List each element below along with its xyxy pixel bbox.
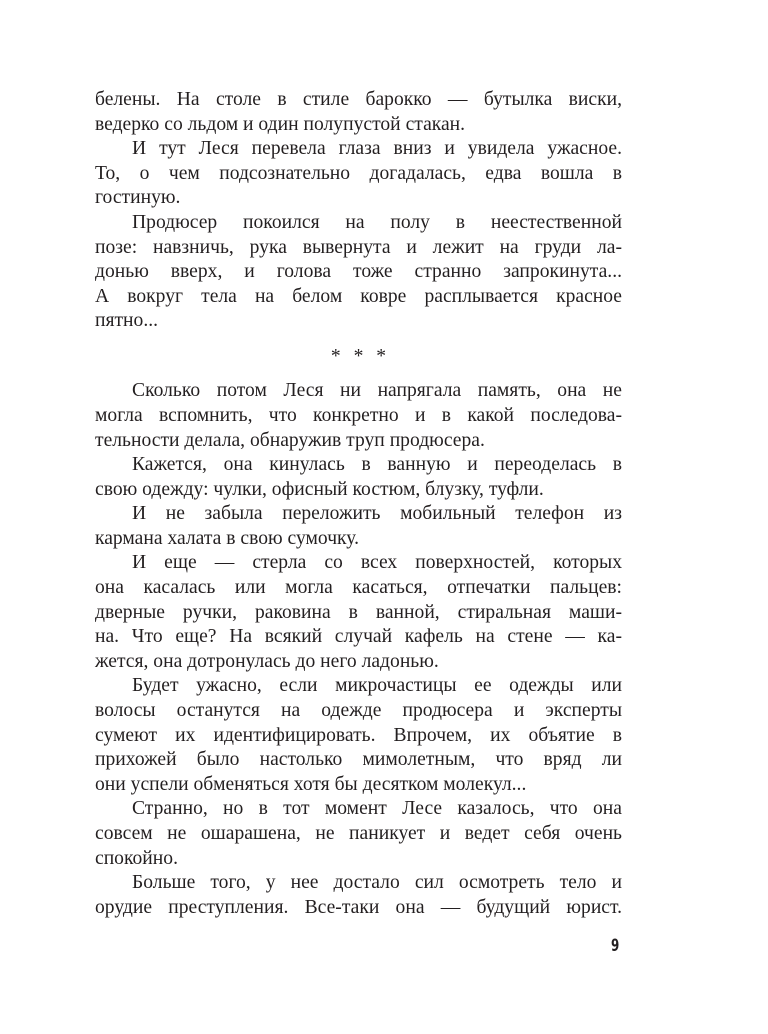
text-line: пятно...: [95, 310, 159, 332]
text-line: белены. На столе в стиле барокко — бутылка виски,: [95, 89, 622, 110]
text-line: могла вспомнить, что конкретно и в какой последова-: [95, 404, 622, 426]
text-line: Продюсер покоился на полу в неестественной: [132, 211, 622, 233]
text-line: Будет ужасно, если микрочастицы ее одежды или: [132, 675, 622, 697]
page-number: 9: [611, 936, 620, 956]
text-line: кармана халата в свою сумочку.: [95, 527, 360, 549]
text-line: совсем не ошарашена, не паникует и ведет себя очень: [95, 823, 622, 845]
text-line: Кажется, она кинулась в ванную и переоделась в: [132, 454, 622, 476]
text-line: тельности делала, обнаружив труп продюсера.: [95, 429, 485, 451]
text-line: они успели обменяться хотя бы десятком молекул...: [95, 773, 527, 795]
text-section-2: [95, 379, 622, 920]
text-line: свою одежду: чулки, офисный костюм, блузку, туфли.: [95, 478, 544, 500]
text-line: сумеют их идентифицировать. Впрочем, их объятие в: [95, 724, 622, 746]
text-line: позе: навзничь, рука вывернута и лежит на груди ла-: [95, 236, 622, 258]
text-line: И еще — стерла со всех поверхностей, которых: [132, 552, 622, 574]
text-line: гостиную.: [95, 187, 181, 209]
text-line: Сколько потом Леся ни напрягала память, она не: [132, 380, 622, 402]
text-line: Больше того, у нее достало сил осмотреть тело и: [132, 872, 622, 894]
text-line: она касалась или могла касаться, отпечатки пальцев:: [95, 577, 622, 599]
text-line: И тут Леся перевела глаза вниз и увидела ужасное.: [132, 138, 622, 160]
text-line: ведерко со льдом и один полупустой стакан.: [95, 113, 466, 135]
text-line: То, о чем подсознательно догадалась, едва вошла в: [95, 162, 622, 184]
text-line: дверные ручки, раковина в ванной, стиральная маши-: [95, 601, 622, 623]
text-line: донью вверх, и голова тоже странно запрокинута...: [95, 261, 622, 283]
text-line: А вокруг тела на белом ковре расплывается красное: [95, 285, 622, 307]
text-section-1: [95, 88, 622, 334]
page-text: [95, 88, 622, 920]
text-line: Странно, но в тот момент Лесе казалось, что она: [132, 798, 622, 820]
section-separator: * * *: [330, 345, 387, 367]
text-line: жется, она дотронулась до него ладонью.: [95, 650, 439, 672]
text-line: И не забыла переложить мобильный телефон из: [132, 503, 622, 525]
text-line: прихожей было настолько мимолетным, что вряд ли: [95, 749, 622, 771]
text-line: волосы останутся на одежде продюсера и эксперты: [95, 700, 622, 722]
text-line: на. Что еще? На всякий случай кафель на стене — ка-: [95, 626, 622, 648]
text-line: орудие преступления. Все-таки она — будущий юрист.: [95, 896, 622, 918]
text-line: спокойно.: [95, 847, 178, 869]
